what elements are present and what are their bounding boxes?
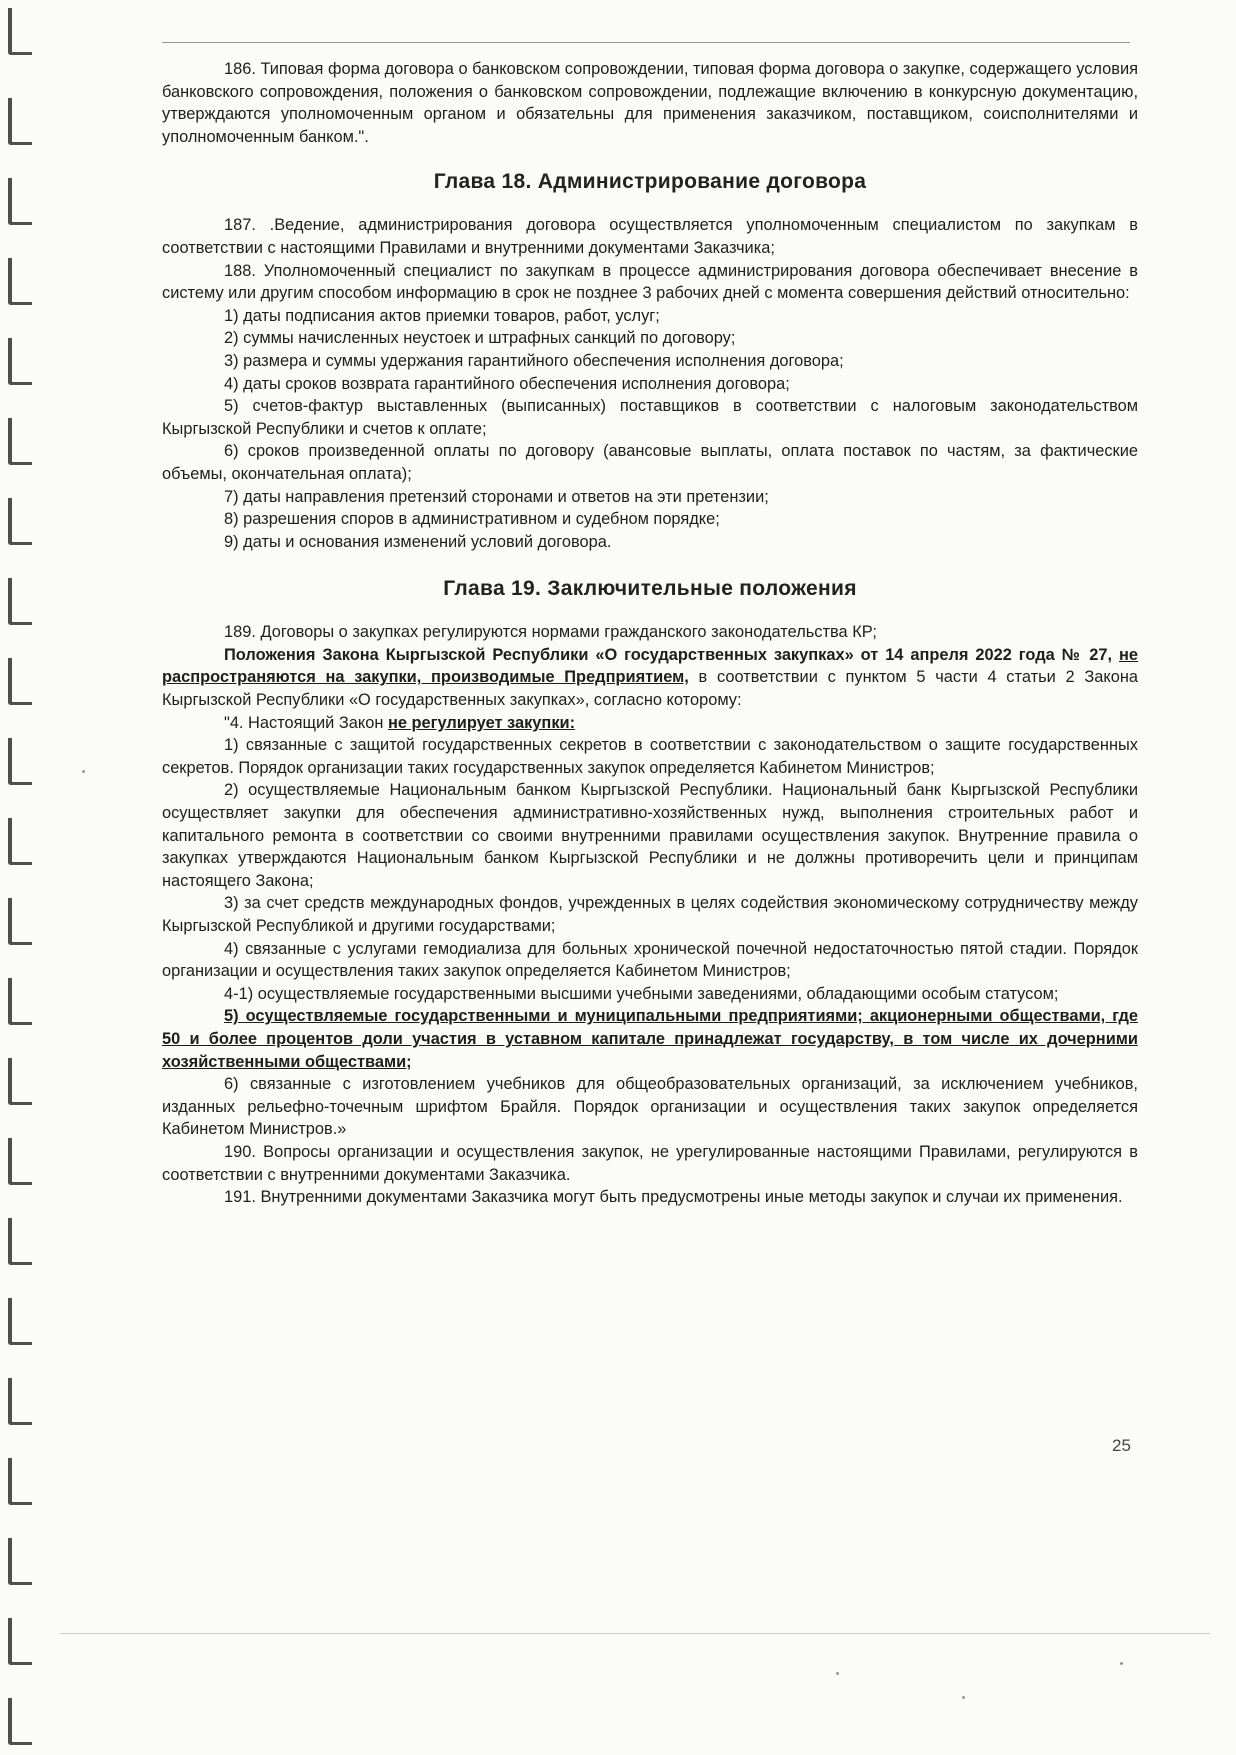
list-item: 7) даты направления претензий сторонами и ответов на эти претензии; bbox=[224, 487, 769, 506]
scan-speck bbox=[962, 1696, 965, 1699]
paragraph-190: 190. Вопросы организации и осуществления закупок, не урегулированные настоящими Правилами, регулируются в соответствии с внутренними документами Заказчика. bbox=[162, 1142, 1138, 1184]
paragraph-191: 191. Внутренними документами Заказчика могут быть предусмотрены иные методы закупок и случаи их применения. bbox=[224, 1188, 1123, 1207]
paragraph-189: 189. Договоры о закупках регулируются нормами гражданского законодательства КР; bbox=[224, 623, 877, 642]
law-bold-underlined-text: не распространяются на закупки, производимые Предприятием, bbox=[162, 645, 1138, 687]
bottom-rule bbox=[60, 1633, 1210, 1634]
scan-speck bbox=[836, 1672, 839, 1675]
list-item: 4) связанные с услугами гемодиализа для больных хронической почечной недостаточностью пятой стадии. Порядок организации и осуществления таких закупок определяется Кабинетом Министров; bbox=[162, 939, 1138, 981]
list-item: 3) за счет средств международных фондов, учрежденных в целях содействия экономическому сотрудничеству между Кыргызской Республикой и другими государствами; bbox=[162, 894, 1138, 935]
quote-intro-text: "4. Настоящий Закон bbox=[224, 713, 384, 732]
document-page bbox=[162, 58, 1138, 1209]
list-item-5-highlighted: 5) осуществляемые государственными и муниципальными предприятиями; акционерными обществами, где 50 и более процентов доли участия в уставном капитале принадлежат государству, в том числе их дочерними хозяйственными обществами; bbox=[162, 1007, 1138, 1071]
chapter-19-heading: Глава 19. Заключительные положения bbox=[443, 577, 857, 601]
paragraph-187: 187. .Ведение, администрирования договора осуществляется уполномоченным специалистом по закупкам в соответствии с настоящими Правилами и внутренними документами Заказчика; bbox=[162, 216, 1138, 257]
page-number: 25 bbox=[1112, 1436, 1131, 1455]
quote-intro-bold-underlined: не регулирует закупки: bbox=[387, 713, 576, 732]
list-item: 1) связанные с защитой государственных секретов в соответствии с законодательством о защите государственных секретов. Порядок организации таких государственных закупок определяется Кабинетом Министров; bbox=[162, 736, 1138, 777]
list-item: 6) связанные с изготовлением учебников для общеобразовательных организаций, за исключением учебников, изданных рельефно-точечным шрифтом Брайля. Порядок организации и осуществления таких закупок определяется Кабинетом Министров.» bbox=[162, 1075, 1138, 1139]
law-rest-text: в соответствии с пунктом 5 части 4 статьи 2 Закона Кыргызской Республики «О государственных закупках», согласно которому: bbox=[162, 668, 1138, 710]
list-item: 4-1) осуществляемые государственными высшими учебными заведениями, обладающими особым статусом; bbox=[224, 984, 1059, 1003]
list-item: 8) разрешения споров в административном и судебном порядке; bbox=[224, 510, 720, 529]
list-item: 2) осуществляемые Национальным банком Кыргызской Республики. Национальный банк Кыргызской Республики осуществляет закупки для обеспечения административно-хозяйственных нужд, выполнения строительных работ и капитального ремонта в соответствии со своими внутренними правилами осуществления закупок. Внутренние правила о закупках утверждаются Национальным банком Кыргызской Республики и не должны противоречить цели и принципам настоящего Закона; bbox=[162, 781, 1138, 890]
top-rule bbox=[162, 42, 1130, 43]
binding-holes bbox=[8, 0, 34, 1755]
list-item: 1) даты подписания актов приемки товаров, работ, услуг; bbox=[224, 306, 660, 325]
chapter-18-heading: Глава 18. Администрирование договора bbox=[433, 170, 867, 194]
list-item: 3) размера и суммы удержания гарантийного обеспечения исполнения договора; bbox=[224, 351, 844, 370]
paragraph-186: 186. Типовая форма договора о банковском сопровождении, типовая форма договора о закупке, содержащего условия банковского сопровождения, положения о банковском сопровождении, подлежащие включению в конкурсную документацию, утверждаются уполномоченным органом и обязательны для применения заказчиком, поставщиком, соисполнителями и уполномоченным банком.". bbox=[162, 60, 1139, 146]
list-item: 9) даты и основания изменений условий договора. bbox=[224, 532, 612, 551]
scan-speck bbox=[82, 770, 85, 773]
list-item: 5) счетов-фактур выставленных (выписанных) поставщиков в соответствии с налоговым законодательством Кыргызской Республики и счетов к оплате; bbox=[162, 397, 1138, 438]
quote-intro bbox=[162, 712, 1138, 735]
list-item: 4) даты сроков возврата гарантийного обеспечения исполнения договора; bbox=[224, 374, 790, 393]
law-paragraph bbox=[162, 644, 1138, 712]
law-bold-text: Положения Закона Кыргызской Республики «О государственных закупках» от 14 апреля 2022 года № 27, bbox=[224, 645, 1113, 664]
list-item: 6) сроков произведенной оплаты по договору (авансовые выплаты, оплата поставок по частям, за фактические объемы, окончательная оплата); bbox=[162, 442, 1138, 483]
scan-speck bbox=[1120, 1662, 1123, 1665]
list-item: 2) суммы начисленных неустоек и штрафных санкций по договору; bbox=[224, 329, 736, 348]
paragraph-188: 188. Уполномоченный специалист по закупкам в процессе администрирования договора обеспечивает внесение в систему или другим способом информацию в срок не позднее 3 рабочих дней с момента совершения действий относительно: bbox=[162, 261, 1138, 303]
